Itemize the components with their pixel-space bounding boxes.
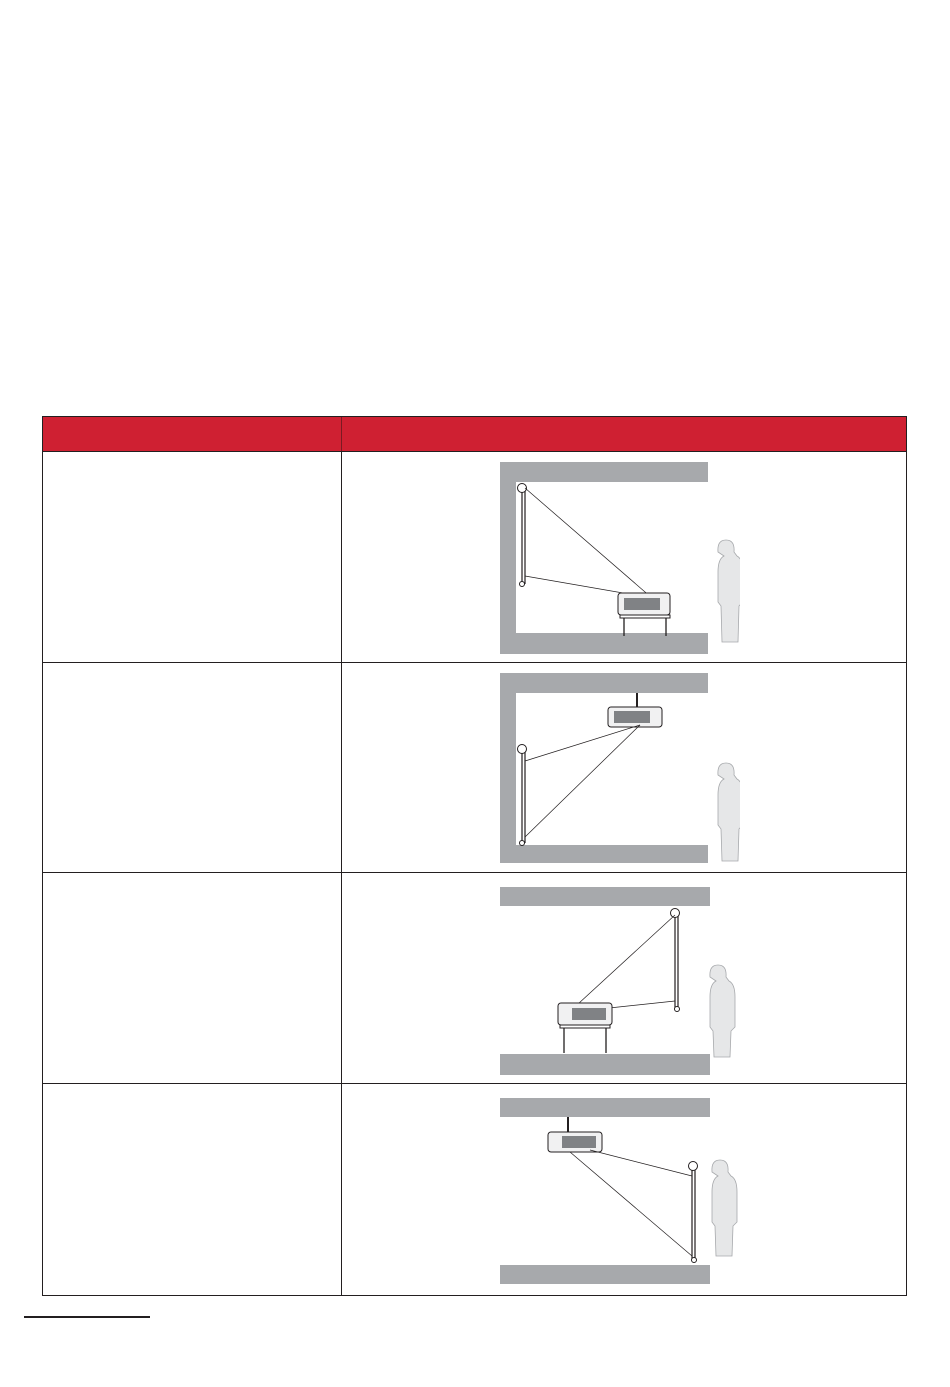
ceiling-rear-projection-icon [500,1084,740,1294]
table-row [42,873,907,1084]
footnote-rule [24,1316,150,1318]
floor-front-projection-icon [500,452,740,662]
floor-rear-projection-icon [500,873,740,1083]
table-row [42,1084,907,1296]
table-row [42,663,907,873]
table-header [42,416,907,452]
table-row [42,452,907,663]
ceiling-front-projection-icon [500,663,740,873]
